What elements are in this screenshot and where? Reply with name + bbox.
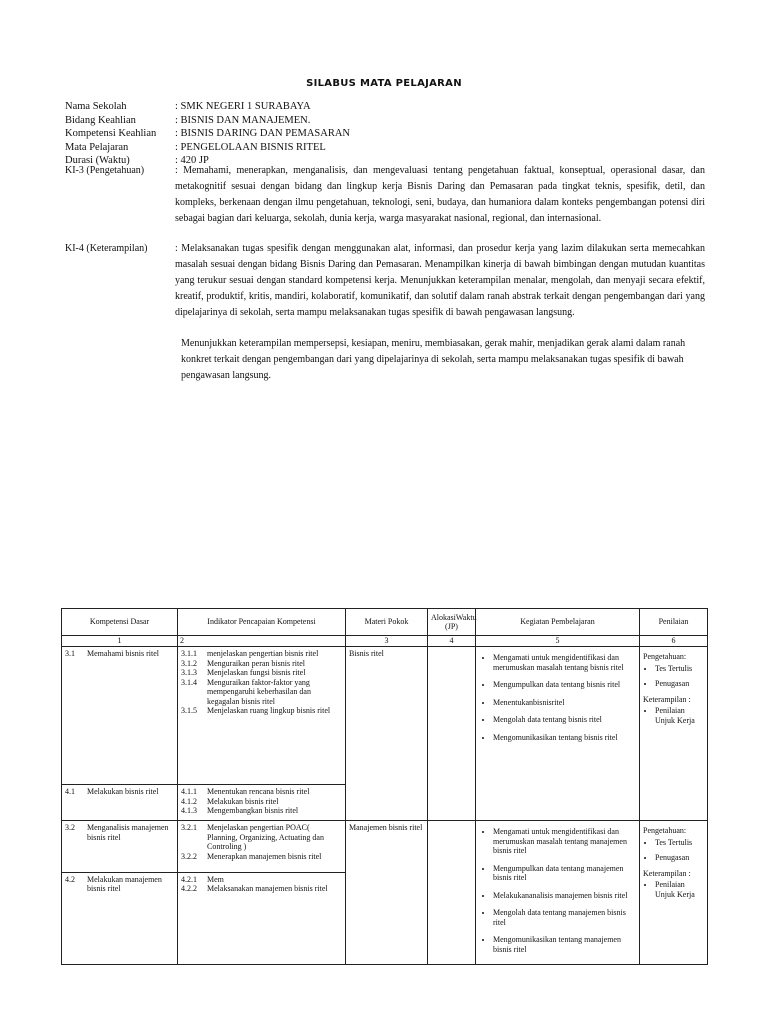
penilaian-label: Pengetahuan:: [643, 652, 687, 661]
info-row: [65, 141, 705, 155]
info-value: : BISNIS DAN MANAJEMEN.: [175, 114, 311, 126]
page-title: SILABUS MATA PELAJARAN: [306, 78, 462, 89]
info-value: : SMK NEGERI 1 SURABAYA: [175, 101, 311, 112]
ind-text: Melakukan bisnis ritel: [207, 796, 279, 806]
ind-number: 3.2.2: [181, 851, 197, 861]
ind-text: Menguraikan peran bisnis ritel: [207, 658, 305, 668]
ki4-section: [65, 241, 705, 321]
ind-number: 3.1.2: [181, 658, 197, 668]
kd-number: 3.1: [65, 649, 75, 658]
indikator-cell: [178, 785, 346, 821]
ind-number: 4.2.2: [181, 884, 197, 894]
ind-text: Mengembangkan bisnis ritel: [207, 806, 299, 815]
kd-number: 3.2: [65, 823, 75, 832]
list-item: • Melakukananalisis manajemen bisnis ritel: [493, 891, 636, 901]
ki4-label: KI-4 (Keterampilan): [65, 243, 148, 254]
table-header-row: [62, 609, 708, 636]
list-item: • Mengolah data tentang bisnis ritel: [493, 715, 636, 725]
penilaian-cell: [640, 821, 708, 965]
ki4-extra-text: Menunjukkan keterampilan mempersepsi, kesiapan, meniru, membiasakan, gerak mahir, menjadikan gerak alami dalam ranah konkret terkait dengan pengembangan dari yang dipelajarinya di sekolah, serta mampu melaksanakan tugas spesifik di bawah pengawasan langsung.: [181, 338, 686, 381]
indikator-cell: [178, 647, 346, 785]
header-kompetensi-dasar: Kompetensi Dasar: [62, 609, 178, 636]
ind-text: Menerapkan manajemen bisnis ritel: [207, 851, 322, 861]
table-row: [62, 647, 708, 785]
info-label: Kompetensi Keahlian: [65, 128, 157, 139]
penilaian-cell: [640, 647, 708, 821]
info-value: : 420 JP: [175, 155, 209, 166]
column-number: 2: [178, 636, 346, 647]
table-row: [62, 821, 708, 873]
alokasi-cell: [428, 821, 476, 965]
ind-number: 4.1.2: [181, 796, 197, 806]
list-item: • Penilaian Unjuk Kerja: [655, 706, 704, 725]
column-number: 1: [62, 636, 178, 647]
ind-number: 4.2.1: [181, 874, 197, 884]
kd-text: Melakukan bisnis ritel: [87, 787, 159, 796]
penilaian-label: Keterampilan :: [643, 868, 691, 878]
penilaian-label: Pengetahuan:: [643, 826, 687, 835]
materi-cell: Manajemen bisnis ritel: [346, 821, 428, 965]
ki3-label: KI-3 (Pengetahuan): [65, 165, 145, 176]
school-info: [65, 100, 705, 168]
column-number-row: [62, 636, 708, 647]
ind-text: Mem: [207, 874, 224, 884]
list-item: • Mengolah data tentang manajemen bisnis ritel: [493, 908, 636, 927]
column-number: 4: [428, 636, 476, 647]
kegiatan-cell: [476, 647, 640, 821]
kd-number: 4.1: [65, 787, 75, 796]
header-materi: Materi Pokok: [346, 609, 428, 636]
list-item: • Penugasan: [655, 853, 704, 863]
info-value: : PENGELOLAAN BISNIS RITEL: [175, 141, 326, 153]
list-item: • Mengamati untuk mengidentifikasi dan merumuskan masalah tentang bisnis ritel: [493, 653, 636, 672]
list-item: • Mengomunikasikan tentang bisnis ritel: [493, 733, 636, 743]
ind-number: 3.1.3: [181, 668, 197, 677]
list-item: • Menentukanbisnisritel: [493, 698, 636, 708]
ind-text: Menjelaskan ruang lingkup bisnis ritel: [207, 706, 331, 715]
kd-text: Memahami bisnis ritel: [87, 649, 159, 658]
ki4-text: : Melaksanakan tugas spesifik dengan menggunakan alat, informasi, dan prosedur kerja yang lazim dilakukan serta memecahkan masalah sesuai dengan bidang Bisnis Daring dan Pemasaran. Menampilkan kinerja di bawah bimbingan dengan mutudan kuantitas yang terukur sesuai dengan standard kompetensi kerja. Menunjukkan keterampilan menalar, mengolah, dan menyaji secara efektif, kreatif, produktif, kritis, mandiri, kolaboratif, komunikatif, dan solutif dalam ranah abstrak terkait dengan pengembangan dari yang dipelajarinya di sekolah, serta mampu melaksanakan tugas spesifik di bawah pengawasan langsung.: [175, 243, 705, 318]
kd-number: 4.2: [65, 874, 75, 884]
ind-number: 3.2.1: [181, 823, 197, 832]
header-kegiatan: Kegiatan Pembelajaran: [476, 609, 640, 636]
kegiatan-cell: [476, 821, 640, 965]
ind-number: 3.1.5: [181, 706, 197, 715]
column-number: 5: [476, 636, 640, 647]
ind-number: 3.1.1: [181, 649, 197, 658]
info-row: [65, 114, 705, 128]
info-row: [65, 127, 705, 141]
ind-number: 3.1.4: [181, 677, 197, 687]
ind-number: 4.1.1: [181, 787, 197, 796]
column-number: 6: [640, 636, 708, 647]
list-item: • Tes Tertulis: [655, 664, 704, 674]
syllabus-table: [61, 608, 708, 965]
ind-number: 4.1.3: [181, 806, 197, 815]
ind-text: Menentukan rencana bisnis ritel: [207, 787, 310, 796]
kd-cell: [62, 872, 178, 964]
kd-cell: [62, 647, 178, 785]
penilaian-label: Keterampilan :: [643, 694, 691, 704]
kd-cell: [62, 821, 178, 873]
list-item: • Mengamati untuk mengidentifikasi dan merumuskan masalah tentang manajemen bisnis ritel: [493, 827, 636, 856]
ind-text: menjelaskan pengertian bisnis ritel: [207, 649, 319, 658]
ind-text: Melaksanakan manajemen bisnis ritel: [207, 884, 328, 894]
list-item: • Penugasan: [655, 679, 704, 689]
ind-text: Menguraikan faktor-faktor yang mempengaruhi keberhasilan dan kegagalan bisnis ritel: [207, 677, 311, 706]
header-alokasi: AlokasiWaktu (JP): [428, 609, 476, 636]
column-number: 3: [346, 636, 428, 647]
kd-text: Menganalisis manajemen bisnis ritel: [87, 823, 169, 842]
ind-text: Menjelaskan fungsi bisnis ritel: [207, 668, 306, 677]
ind-text: Menjelaskan pengertian POAC( Planning, Organizing, Actuating dan Controling ): [207, 823, 324, 851]
header-penilaian: Penilaian: [640, 609, 708, 636]
kd-text: Melakukan manajemen bisnis ritel: [87, 874, 162, 894]
materi-cell: Bisnis ritel: [346, 647, 428, 821]
alokasi-cell: [428, 647, 476, 821]
list-item: • Mengomunikasikan tentang manajemen bisnis ritel: [493, 935, 636, 954]
indikator-cell: [178, 821, 346, 873]
list-item: • Tes Tertulis: [655, 838, 704, 848]
info-label: Bidang Keahlian: [65, 114, 136, 126]
info-row: [65, 100, 705, 114]
ki3-section: [65, 163, 705, 227]
header-indikator: Indikator Pencapaian Kompetensi: [178, 609, 346, 636]
ki3-text: : Memahami, menerapkan, menganalisis, dan mengevaluasi tentang pengetahuan faktual, konseptual, operasional dasar, dan metakognitif sesuai dengan bidang dan lingkup kerja Bisnis Daring dan Pemasaran pada tingkat teknis, spesifik, detil, dan kompleks, berkenaan dengan ilmu pengetahuan, teknologi, seni, budaya, dan humaniora dalam konteks pengembangan potensi diri sebagai bagian dari keluarga, sekolah, dunia kerja, warga masyarakat nasional, regional, dan internasional.: [175, 165, 705, 224]
list-item: • Penilaian Unjuk Kerja: [655, 880, 704, 899]
list-item: • Mengumpulkan data tentang manajemen bisnis ritel: [493, 864, 636, 883]
indikator-cell: [178, 872, 346, 964]
list-item: • Mengumpulkan data tentang bisnis ritel: [493, 680, 636, 690]
info-label: Nama Sekolah: [65, 101, 127, 112]
info-value: : BISNIS DARING DAN PEMASARAN: [175, 128, 351, 139]
kd-cell: [62, 785, 178, 821]
info-label: Durasi (Waktu): [65, 155, 130, 166]
info-label: Mata Pelajaran: [65, 141, 129, 153]
